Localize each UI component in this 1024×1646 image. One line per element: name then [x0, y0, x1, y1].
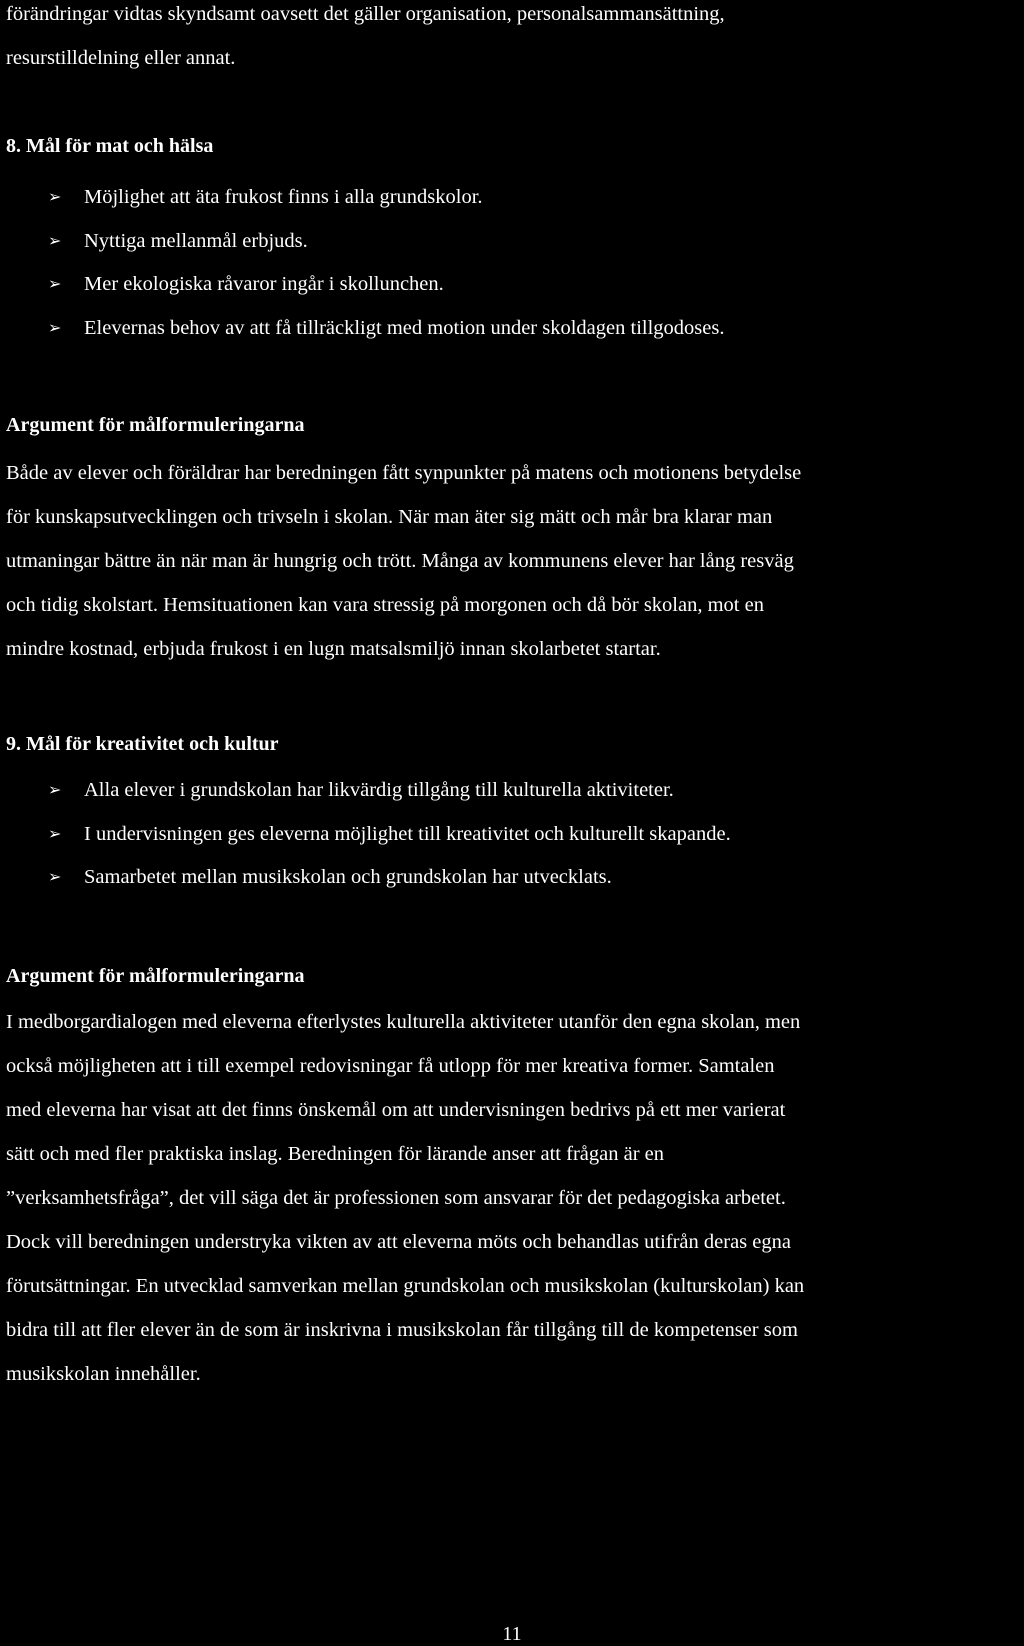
section-heading-8: 8. Mål för mat och hälsa — [6, 135, 214, 157]
section-heading-9: 9. Mål för kreativitet och kultur — [6, 733, 279, 755]
text-line: I medborgardialogen med eleverna efterlystes kulturella aktiviteter utanför den egna skolan, men — [6, 1011, 801, 1033]
intro-paragraph — [6, 0, 1018, 80]
argument-paragraph-8 — [6, 451, 1018, 671]
arrow-bullet-icon: ➢ — [48, 232, 62, 250]
text-line: resurstilldelning eller annat. — [6, 47, 236, 69]
page-number: 11 — [502, 1623, 522, 1645]
argument-heading-9: Argument för målformuleringarna — [6, 965, 305, 987]
list-item-text: Elevernas behov av att få tillräckligt med motion under skoldagen tillgodoses. — [84, 316, 725, 339]
list-item-text: Samarbetet mellan musikskolan och grundskolan har utvecklats. — [84, 866, 612, 888]
text-line: med eleverna har visat att det finns önskemål om att undervisningen bedrivs på ett mer varierat — [6, 1099, 786, 1121]
list-item — [48, 180, 724, 224]
arrow-bullet-icon: ➢ — [48, 276, 62, 293]
text-line: också möjligheten att i till exempel redovisningar få utlopp för mer kreativa former. Samtalen — [6, 1055, 775, 1077]
argument-paragraph-9 — [6, 1000, 1018, 1396]
text-line: Både av elever och föräldrar har beredningen fått synpunkter på matens och motionens betydelse — [6, 462, 802, 484]
text-line: förutsättningar. En utvecklad samverkan mellan grundskolan och musikskolan (kulturskolan) kan — [6, 1275, 805, 1297]
list-item — [48, 817, 731, 861]
list-item — [48, 311, 724, 355]
list-item — [48, 267, 724, 311]
arrow-bullet-icon: ➢ — [48, 189, 62, 206]
text-line: bidra till att fler elever än de som är inskrivna i musikskolan får tillgång till de kompetenser som — [6, 1319, 798, 1341]
list-item-text: Alla elever i grundskolan har likvärdig tillgång till kulturella aktiviteter. — [84, 779, 674, 801]
text-line: och tidig skolstart. Hemsituationen kan vara stressig på morgonen och då bör skolan, mot en — [6, 594, 764, 616]
list-item — [48, 224, 724, 268]
list-item-text: Möjlighet att äta frukost finns i alla grundskolor. — [84, 186, 483, 208]
arrow-bullet-icon: ➢ — [48, 869, 62, 886]
list-item — [48, 860, 731, 904]
text-line: mindre kostnad, erbjuda frukost i en lugn matsalsmiljö innan skolarbetet startar. — [6, 638, 661, 660]
argument-heading-8: Argument för målformuleringarna — [6, 414, 305, 436]
text-line: sätt och med fler praktiska inslag. Beredningen för lärande anser att frågan är en — [6, 1143, 665, 1165]
arrow-bullet-icon: ➢ — [48, 319, 62, 337]
text-line: ”verksamhetsfråga”, det vill säga det är professionen som ansvarar för det pedagogiska arbetet. — [6, 1187, 786, 1209]
bullet-list-8 — [48, 180, 724, 354]
text-line: för kunskapsutvecklingen och trivseln i skolan. När man äter sig mätt och mår bra klarar man — [6, 506, 773, 528]
bullet-list-9 — [48, 773, 731, 904]
text-line: förändringar vidtas skyndsamt oavsett det gäller organisation, personalsammansättning, — [6, 3, 725, 25]
text-line: utmaningar bättre än när man är hungrig och trött. Många av kommunens elever har lång resväg — [6, 550, 794, 572]
arrow-bullet-icon: ➢ — [48, 782, 62, 799]
list-item — [48, 773, 731, 817]
text-line: musikskolan innehåller. — [6, 1363, 201, 1385]
list-item-text: I undervisningen ges eleverna möjlighet till kreativitet och kulturellt skapande. — [84, 822, 731, 845]
list-item-text: Nyttiga mellanmål erbjuds. — [84, 229, 308, 252]
list-item-text: Mer ekologiska råvaror ingår i skollunchen. — [84, 273, 444, 295]
text-line: Dock vill beredningen understryka vikten av att eleverna möts och behandlas utifrån deras egna — [6, 1231, 791, 1253]
arrow-bullet-icon: ➢ — [48, 825, 62, 843]
